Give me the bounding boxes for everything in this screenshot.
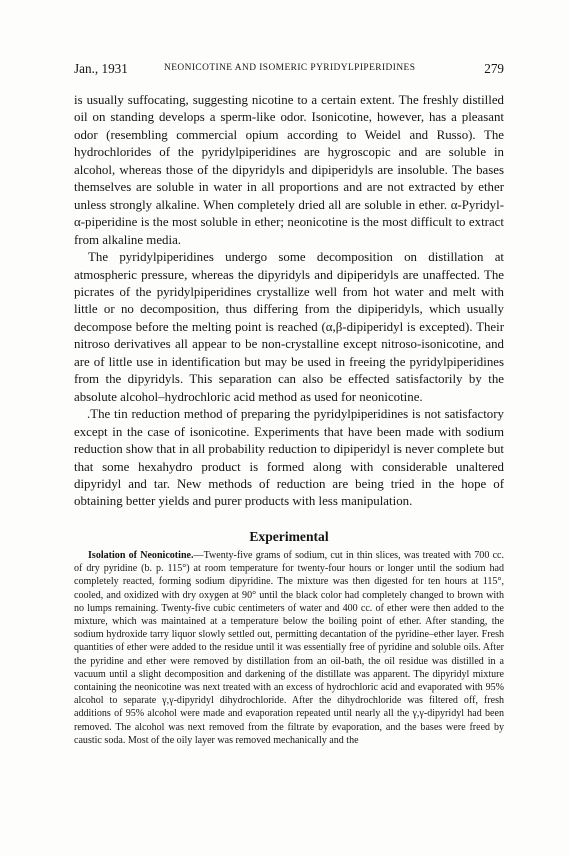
main-text xyxy=(74,92,504,511)
running-title: NEONICOTINE AND ISOMERIC PYRIDYLPIPERIDINES xyxy=(164,63,416,73)
issue-date: Jan., 1931 xyxy=(74,61,128,76)
page-number: 279 xyxy=(484,61,504,76)
isolation-procedure: —Twenty-five grams of sodium, cut in thin slices, was treated with 700 cc. of dry pyridine (b. p. 115°) at room temperature for twenty-four hours or longer until the sodium had completely reacted, forming sodium dipyridine. The mixture was then digested for ten hours at 115°, cooled, and oxidized with dry oxygen at 90° until the black color had completely changed to brown with no lumps remaining. Twenty-five cubic centimeters of water and 400 cc. of ether were then added to the mixture, which was maintained at a temperature below the boiling point of ether. After standing, the sodium hydroxide tarry liquor slowly settled out, permitting decantation of the pyridine–ether layer. Fresh quantities of ether were added to the residue until it was essentially free of pyridine and soluble oils. After the pyridine and ether were removed by distillation from an oil-bath, the oil residue was distilled in a vacuum until a slight decomposition and darkening of the distillate was apparent. The dipyridyl mixture containing the neonicotine was next treated with an excess of hydrochloric acid and evaporated with 95% alcohol to separate γ,γ-dipyridyl dihydrochloride. After the dihydrochloride was filtered off, fresh additions of 95% alcohol were made and evaporation repeated until nearly all the γ,γ-dipyridyl had been removed. The alcohol was next removed from the filtrate by evaporation, and the bases were freed by caustic soda. Most of the oily layer was removed mechanically and the xyxy=(74,550,504,746)
experimental-text xyxy=(74,549,504,747)
running-header xyxy=(74,61,504,79)
paragraph-isolation xyxy=(74,549,504,747)
paragraph-properties: is usually suffocating, suggesting nicotine to a certain extent. The freshly distilled oil on standing develops a sperm-like odor. Isonicotine, however, has a pleasant odor (resembling commercial opium according to Weidel and Russo). The hydrochlorides of the pyridylpiperidines are hygroscopic and are soluble in alcohol, whereas those of the dipyridyls and dipiperidyls are insoluble. The bases themselves are soluble in water in all proportions and are not extracted by ether unless strongly alkaline. When completely dried all are soluble in ether. α-Pyridyl-α-piperidine is the most soluble in ether; neonicotine is the most difficult to extract from alkaline media. xyxy=(74,93,504,247)
section-heading-experimental: Experimental xyxy=(249,529,329,544)
paragraph-reduction: .The tin reduction method of preparing the pyridylpiperidines is not satisfactory except in the case of isonicotine. Experiments that have been made with sodium reduction show that in all probability reduction to dipiperidyl is never complete but that some hexahydro product is formed along with considerable unaltered dipyridyl and tar. New methods of reduction are being tried in the hope of obtaining better yields and purer products with less manipulation. xyxy=(74,407,504,509)
paragraph-distillation: The pyridylpiperidines undergo some decomposition on distillation at atmospheric pressure, whereas the dipyridyls and dipiperidyls are unaffected. The picrates of the pyridylpiperidines crystallize well from hot water and melt with little or no decomposition, thus differing from the dipiperidyls, which usually decompose before the melting point is reached (α,β-dipiperidyl is excepted). Their nitroso derivatives all appear to be non-crystalline except nitroso-isonicotine, and are of little use in identification but may be used in freeing the pyridylpiperidines from the dipyridyls. This separation can also be effected satisfactorily by the absolute alcohol–hydrochloric acid method as used for neonicotine. xyxy=(74,250,504,404)
run-in-title: Isolation of Neonicotine. xyxy=(88,550,194,561)
